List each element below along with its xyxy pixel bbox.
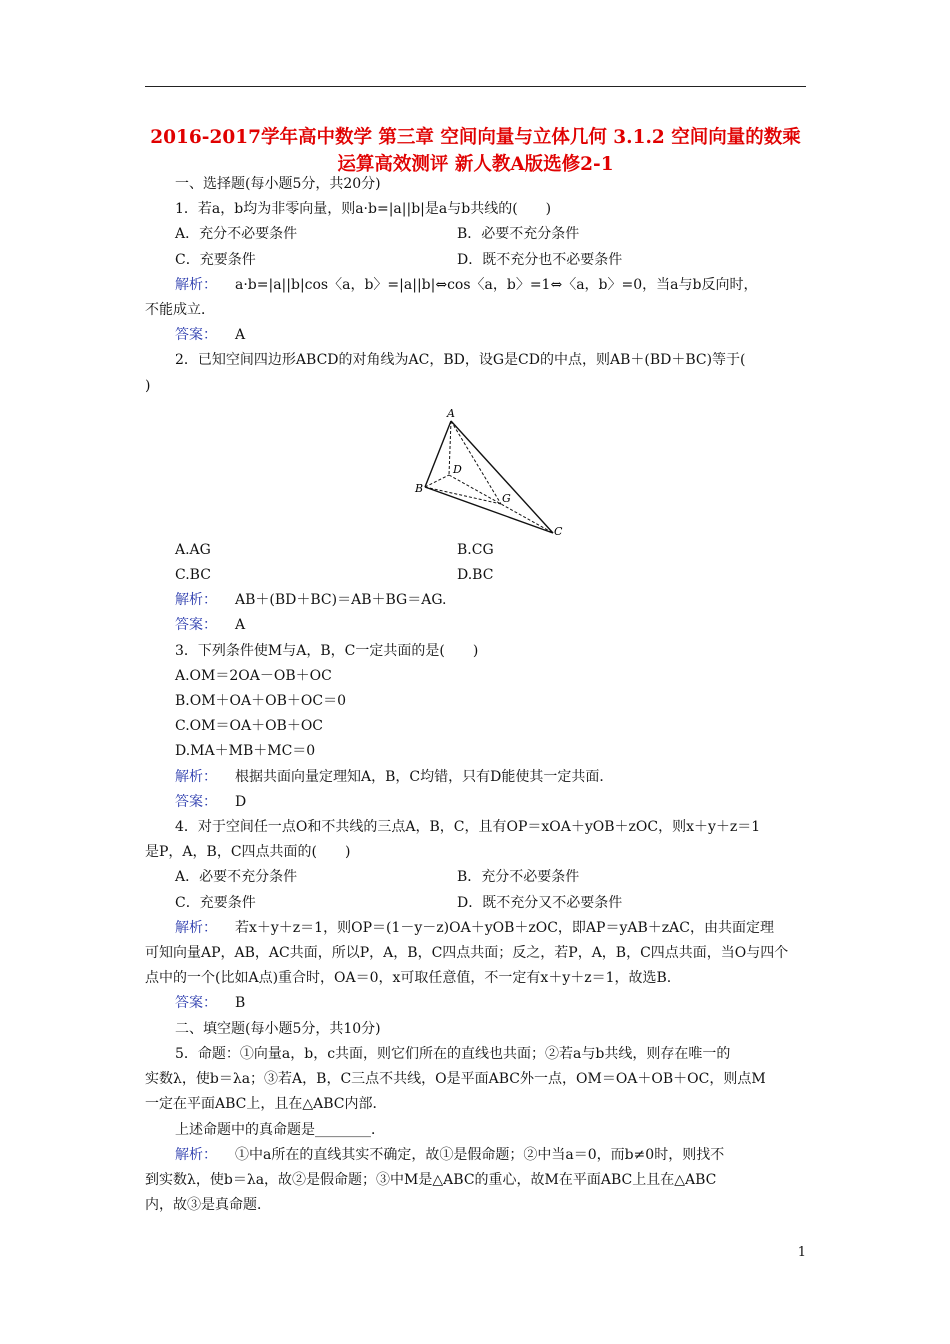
question-2-analysis: 解析： AB＋(BD＋BC)＝AB＋BG＝AG. [175,592,447,609]
question-2-answer: 答案： A [175,617,246,634]
option-c: C.OM＝OA＋OB＋OC [175,718,324,735]
answer-label: 答案： [175,327,217,344]
question-3-stem: 3．下列条件使M与A，B，C一定共面的是( ) [175,642,479,659]
section-heading-1: 一、选择题(每小题5分，共20分) [175,176,381,192]
header-rule [145,86,806,87]
question-5-analysis: 解析： ①中a所在的直线其实不确定，故①是假命题；②中当a＝0，而b≠0时，则找不 [175,1146,725,1163]
question-5-prompt: 上述命题中的真命题是________． [175,1121,385,1138]
vertex-label-c: C [554,524,563,538]
document-title: 2016-2017学年高中数学 第三章 空间向量与立体几何 3.1.2 空间向量的数乘运算高效测评 新人教A版选修2-1 [150,127,801,175]
question-4-answer: 答案： B [175,995,246,1012]
question-2-stem: 2．已知空间四边形ABCD的对角线为AC，BD，设G是CD的中点，则AB＋(BD＋BC)等于( [175,352,746,369]
question-1-options-cd [145,248,806,273]
tetrahedron-figure [413,403,563,538]
analysis-label: 解析： [175,592,217,609]
question-1-analysis-cont: 不能成立． [145,302,215,319]
question-4-stem-cont: 是P，A，B，C四点共面的( ) [145,844,351,861]
option-d: D．既不充分也不必要条件 [457,251,623,268]
question-2-options-cd [145,563,806,588]
analysis-label: 解析： [175,276,217,293]
analysis-label: 解析： [175,768,217,785]
question-1-stem: 1．若a，b均为非零向量，则a·b=|a||b|是a与b共线的( ) [175,201,552,218]
question-3-analysis: 解析： 根据共面向量定理知A，B，C均错，只有D能使其一定共面． [175,768,614,785]
document-body [145,172,806,1218]
question-5-stem: 5．命题：①向量a，b，c共面，则它们所在的直线也共面；②若a与b共线，则存在唯一的 [175,1045,731,1062]
answer-label: 答案： [175,793,217,810]
option-b: B．充分不必要条件 [457,869,580,886]
option-d: D.BC [457,567,494,584]
option-b: B.CG [457,541,494,558]
question-1-options-ab [145,222,806,247]
option-d: D．既不充分又不必要条件 [457,894,623,911]
option-a: A．必要不充分条件 [175,869,298,886]
question-4-options-cd [145,891,806,916]
question-5-analysis-cont: 到实数λ，使b＝λa，故②是假命题；③中M是△ABC的重心，故M在平面ABC上且在△ABC [145,1171,717,1188]
question-4-options-ab [145,865,806,890]
question-2-options-ab [145,538,806,563]
vertex-label-a: A [447,406,455,420]
question-5-stem-cont: 实数λ，使b＝λa；③若A，B，C三点不共线，O是平面ABC外一点，OM＝OA＋OB＋OC，则点M [145,1071,766,1088]
question-1-answer: 答案： A [175,327,246,344]
option-c: C.BC [175,567,211,584]
question-4-analysis-cont: 可知向量AP，AB，AC共面，所以P，A，B，C四点共面；反之，若P，A，B，C四点共面，当O与四个 [145,945,789,962]
question-3-answer: 答案： D [175,793,247,810]
question-2-stem-cont: ) [145,377,151,394]
section-heading-2: 二、填空题(每小题5分，共10分) [175,1020,381,1037]
question-4-analysis-cont: 点中的一个(比如A点)重合时，OA＝0，x可取任意值，不一定有x＋y＋z＝1，故选B. [145,970,672,987]
option-a: A.AG [175,541,211,558]
option-a: A．充分不必要条件 [175,226,298,243]
point-label-g: G [502,491,511,505]
option-b: B.OM＋OA＋OB＋OC＝0 [175,693,347,710]
option-c: C．充要条件 [175,251,256,268]
question-5-stem-cont: 一定在平面ABC上，且在△ABC内部． [145,1096,387,1113]
option-c: C．充要条件 [175,894,256,911]
option-a: A.OM＝2OA－OB＋OC [175,667,332,684]
answer-label: 答案： [175,995,217,1012]
page-number: 1 [797,1245,806,1260]
option-b: B．必要不充分条件 [457,226,580,243]
question-1-analysis: 解析： a·b=|a||b|cos〈a，b〉=|a||b|⇔cos〈a，b〉=1⇔〈a，b〉=0，当a与b反向时， [175,276,758,293]
analysis-label: 解析： [175,919,217,936]
question-5-analysis-cont: 内，故③是真命题． [145,1197,271,1214]
answer-label: 答案： [175,617,217,634]
vertex-label-d: D [453,462,462,476]
question-4-analysis: 解析： 若x＋y＋z＝1，则OP＝(1－y－z)OA＋yOB＋zOC，即AP＝yAB＋zAC，由共面定理 [175,919,774,936]
vertex-label-b: B [415,481,424,495]
option-d: D.MA＋MB＋MC＝0 [175,743,316,760]
analysis-label: 解析： [175,1146,217,1163]
question-4-stem: 4．对于空间任一点O和不共线的三点A，B，C，且有OP＝xOA＋yOB＋zOC，则x＋y＋z＝1 [175,819,761,836]
